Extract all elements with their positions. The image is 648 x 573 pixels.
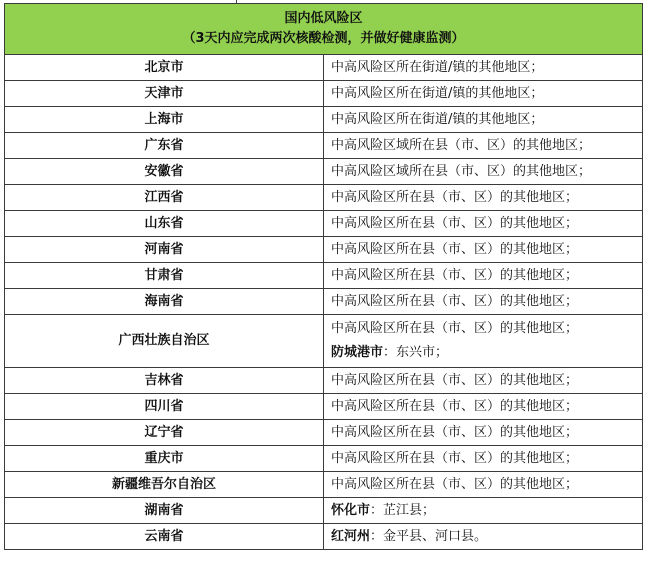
region-name-cell: 辽宁省 [5, 420, 324, 446]
table-row [5, 185, 643, 211]
region-description-cell [324, 55, 643, 81]
table-row [5, 289, 643, 315]
table-row [5, 472, 643, 498]
region-name-cell: 甘肃省 [5, 263, 324, 289]
table-header-cell [5, 4, 643, 55]
description-line [331, 473, 642, 497]
table-row [5, 368, 643, 394]
region-description-cell [324, 472, 643, 498]
description-text: 中高风险区所在县（市、区）的其他地区； [331, 476, 579, 492]
description-text: 中高风险区所在县（市、区）的其他地区； [331, 241, 579, 257]
region-description-cell [324, 185, 643, 211]
description-line [331, 160, 642, 184]
region-name-cell: 云南省 [5, 524, 324, 550]
place-name: 防城港市 [331, 345, 384, 360]
description-line [331, 341, 642, 365]
region-description-cell [324, 289, 643, 315]
description-line [331, 134, 642, 158]
description-line [331, 421, 642, 445]
description-text: 中高风险区所在县（市、区）的其他地区； [331, 372, 579, 388]
table-row [5, 237, 643, 263]
description-text: 中高风险区所在县（市、区）的其他地区； [331, 450, 579, 466]
region-name-cell: 山东省 [5, 211, 324, 237]
place-name: 怀化市 [331, 502, 371, 518]
description-text: ：东兴市； [383, 345, 449, 360]
low-risk-area-table [4, 3, 643, 550]
description-text: 中高风险区所在县（市、区）的其他地区； [331, 215, 579, 231]
region-description-cell [324, 315, 643, 368]
region-description-cell [324, 368, 643, 394]
region-description-cell [324, 524, 643, 550]
description-line [331, 108, 642, 132]
region-description-cell [324, 107, 643, 133]
description-text: 中高风险区所在街道/镇的其他地区； [331, 59, 544, 75]
table-row [5, 498, 643, 524]
table-row [5, 81, 643, 107]
table-row [5, 524, 643, 550]
description-text: 中高风险区所在县（市、区）的其他地区； [331, 398, 579, 414]
region-description-cell [324, 237, 643, 263]
region-description-cell [324, 420, 643, 446]
table-row [5, 394, 643, 420]
table-row [5, 315, 643, 368]
region-description-cell [324, 159, 643, 185]
description-text: 中高风险区所在街道/镇的其他地区； [331, 85, 544, 101]
region-name-cell: 湖南省 [5, 498, 324, 524]
description-text: 中高风险区所在县（市、区）的其他地区； [331, 321, 579, 336]
description-line [331, 186, 642, 210]
region-description-cell [324, 263, 643, 289]
description-line [331, 525, 642, 549]
region-name-cell: 新疆维吾尔自治区 [5, 472, 324, 498]
table-row [5, 107, 643, 133]
region-description-cell [324, 498, 643, 524]
region-description-cell [324, 394, 643, 420]
region-name-cell: 广西壮族自治区 [5, 315, 324, 368]
description-text: ：金平县、河口县。 [370, 528, 488, 544]
description-text: 中高风险区所在县（市、区）的其他地区； [331, 424, 579, 440]
description-line [331, 290, 642, 314]
region-description-cell [324, 211, 643, 237]
description-text: 中高风险区所在县（市、区）的其他地区； [331, 189, 579, 205]
region-name-cell: 广东省 [5, 133, 324, 159]
region-name-cell: 四川省 [5, 394, 324, 420]
description-text: 中高风险区所在县（市、区）的其他地区； [331, 267, 579, 283]
region-description-cell [324, 81, 643, 107]
region-description-cell [324, 133, 643, 159]
region-description-cell [324, 446, 643, 472]
description-line [331, 369, 642, 393]
description-line [331, 395, 642, 419]
place-name: 红河州 [331, 528, 371, 544]
description-line [331, 447, 642, 471]
description-text: 中高风险区域所在县（市、区）的其他地区； [331, 163, 592, 179]
table-row [5, 133, 643, 159]
region-name-cell: 天津市 [5, 81, 324, 107]
table-row [5, 55, 643, 81]
table-row [5, 263, 643, 289]
description-line [331, 264, 642, 288]
description-line [331, 317, 642, 341]
description-text: ：芷江县； [370, 502, 436, 518]
description-line [331, 56, 642, 80]
region-name-cell: 上海市 [5, 107, 324, 133]
region-name-cell: 海南省 [5, 289, 324, 315]
table-row [5, 446, 643, 472]
description-text: 中高风险区域所在县（市、区）的其他地区； [331, 137, 592, 153]
description-text: 中高风险区所在街道/镇的其他地区； [331, 111, 544, 127]
description-line [331, 499, 642, 523]
table-subtitle: （3天内应完成两次核酸检测，并做好健康监测） [182, 31, 465, 46]
table-title: 国内低风险区 [284, 11, 363, 26]
region-name-cell: 安徽省 [5, 159, 324, 185]
region-name-cell: 重庆市 [5, 446, 324, 472]
region-name-cell: 河南省 [5, 237, 324, 263]
region-name-cell: 江西省 [5, 185, 324, 211]
description-text: 中高风险区所在县（市、区）的其他地区； [331, 293, 579, 309]
table-header-row [5, 4, 643, 55]
table-row [5, 420, 643, 446]
table-row [5, 159, 643, 185]
description-line [331, 238, 642, 262]
region-name-cell: 吉林省 [5, 368, 324, 394]
region-name-cell: 北京市 [5, 55, 324, 81]
table-row [5, 211, 643, 237]
description-line [331, 82, 642, 106]
table-body [5, 4, 643, 550]
description-line [331, 212, 642, 236]
